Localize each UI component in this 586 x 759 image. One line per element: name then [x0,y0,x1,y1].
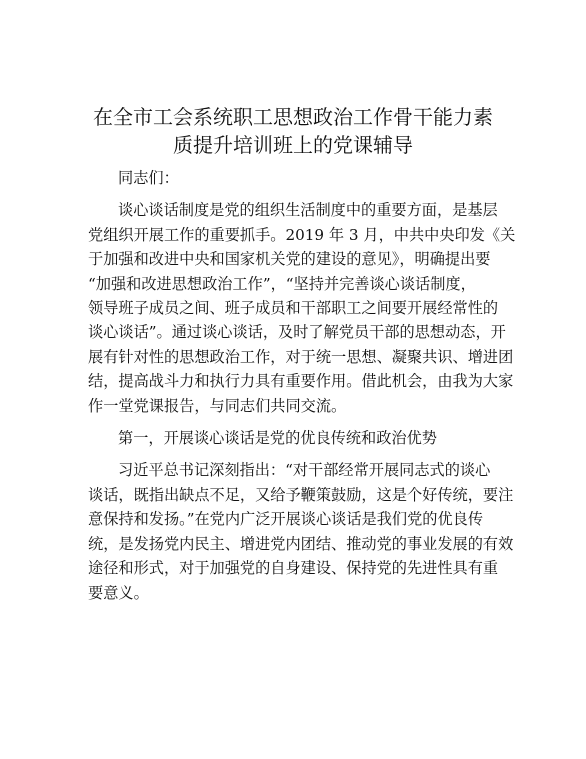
paragraph-line: 领导班子成员之间、班子成员和干部职工之间要开展经常性的 [88,299,499,318]
salutation: 同志们： [118,169,179,187]
title-line-1: 在全市工会系统职工思想政治工作骨干能力素 [93,105,493,129]
paragraph-line: 于加强和改进中央和国家机关党的建设的意见》，明确提出要 [88,250,491,269]
paragraph-line: 途径和形式，对于加强党的自身建设、保持党的先进性具有重 [88,559,499,578]
paragraph-intro [88,198,516,418]
paragraph-line: 谈话，既指出缺点不足，又给予鞭策鼓励，这是个好传统，要注 [88,485,514,504]
paragraph-line: 党组织开展工作的重要抓手。2019 年 3 月，中共中央印发《关 [88,225,516,244]
paragraph-line: 展有针对性的思想政治工作，对于统一思想、凝聚共识、增进团 [88,347,514,366]
paragraph-line: 意保持和发扬。”在党内广泛开展谈心谈话是我们党的优良传 [88,510,484,529]
title-line-2: 质提升培训班上的党课辅导 [173,133,413,157]
paragraph-line: “加强和改进思想政治工作”，“坚持并完善谈心谈话制度， [88,274,476,293]
paragraph-line: 习近平总书记深刻指出：“对干部经常开展同志式的谈心 [118,461,491,480]
paragraph-line: 结，提高战斗力和执行力具有重要作用。借此机会，由我为大家 [88,372,514,391]
paragraph-line: 谈心谈话制度是党的组织生活制度中的重要方面，是基层 [118,201,498,220]
section-heading-text: 第一，开展谈心谈话是党的优良传统和政治优势 [118,429,437,448]
paragraph-quote [88,458,514,604]
paragraph-line: 统，是发扬党内民主、增进党内团结、推动党的事业发展的有效 [88,534,514,553]
paragraph-line: 要意义。 [88,583,149,602]
document-body [88,166,516,605]
section-heading [88,426,502,450]
document-title [0,103,586,159]
paragraph-line: 谈心谈话”。通过谈心谈话，及时了解党员干部的思想动态，开 [88,323,506,342]
paragraph-line: 作一堂党课报告，与同志们共同交流。 [88,396,347,415]
